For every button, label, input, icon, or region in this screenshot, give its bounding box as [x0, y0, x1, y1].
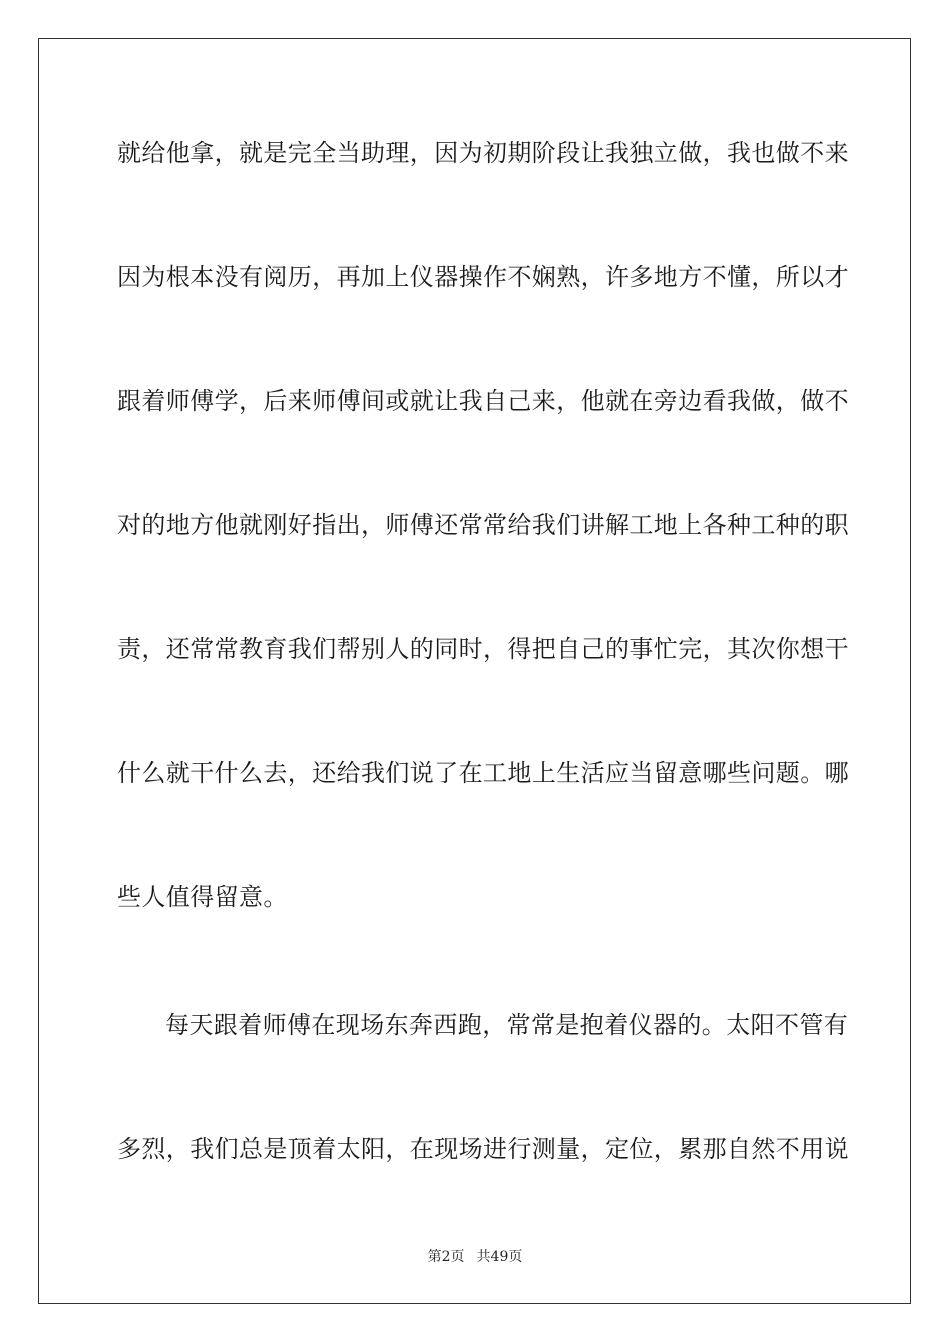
text-line: 什么就干什么去，还给我们说了在工地上生活应当留意哪些问题。哪: [117, 759, 849, 787]
text-line: 跟着师傅学，后来师傅间或就让我自己来，他就在旁边看我做，做不: [117, 387, 849, 415]
page-total: 共49页: [476, 1249, 523, 1265]
page-number: 第2页: [427, 1249, 465, 1265]
text-line: 对的地方他就刚好指出，师傅还常常给我们讲解工地上各种工种的职: [117, 511, 849, 539]
paragraph-first-line: 每天跟着师傅在现场东奔西跑，常常是抱着仪器的。太阳不管有: [165, 1011, 849, 1039]
text-line: 因为根本没有阅历，再加上仪器操作不娴熟，许多地方不懂，所以才: [117, 263, 849, 291]
page-footer: [0, 1248, 950, 1266]
text-line: 责，还常常教育我们帮别人的同时，得把自己的事忙完，其次你想干: [117, 635, 849, 663]
text-line: 些人值得留意。: [117, 883, 288, 911]
text-line: 就给他拿，就是完全当助理，因为初期阶段让我独立做，我也做不来: [117, 139, 849, 167]
page-border: [38, 38, 911, 1304]
text-line: 多烈，我们总是顶着太阳，在现场进行测量，定位，累那自然不用说: [117, 1135, 849, 1163]
